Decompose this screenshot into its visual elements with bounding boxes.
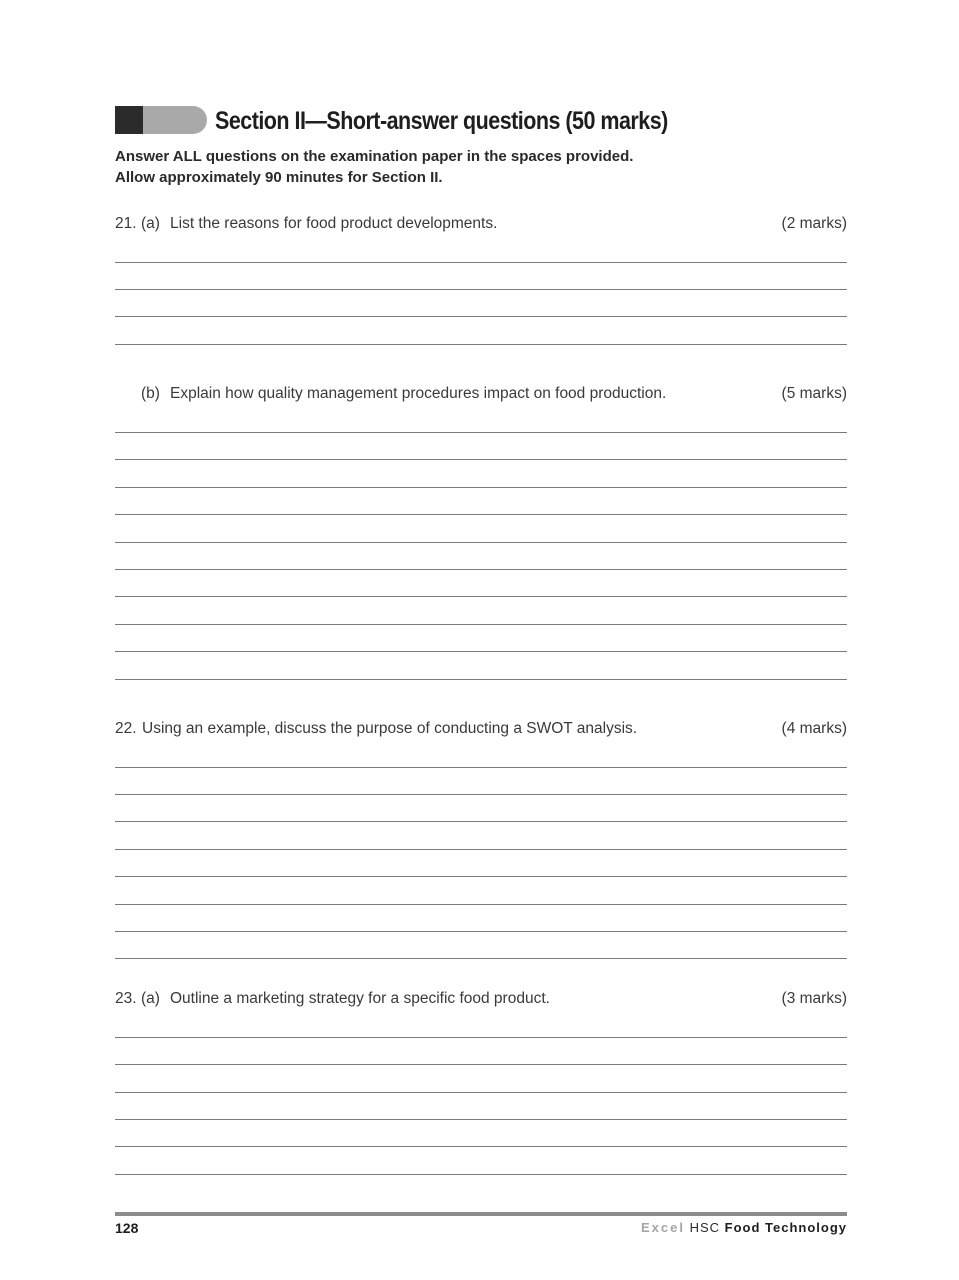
answer-line[interactable] — [115, 1119, 847, 1120]
question-number: 23. — [115, 990, 137, 1007]
instruction-line-1: Answer ALL questions on the examination paper in the spaces provided. — [115, 148, 634, 165]
question-marks: (2 marks) — [781, 215, 847, 232]
page-number: 128 — [115, 1220, 139, 1236]
question-part: (a) — [141, 990, 160, 1007]
answer-line[interactable] — [115, 459, 847, 460]
answer-line[interactable] — [115, 487, 847, 488]
answer-line[interactable] — [115, 596, 847, 597]
question-text: Using an example, discuss the purpose of conducting a SWOT analysis. — [142, 720, 638, 737]
brand-series: HSC — [689, 1220, 721, 1235]
answer-line[interactable] — [115, 794, 847, 795]
question-marks: (4 marks) — [781, 720, 847, 737]
answer-line[interactable] — [115, 624, 847, 625]
question-text: List the reasons for food product developments. — [170, 215, 498, 232]
section-title: Section II—Short-answer questions (50 marks) — [215, 107, 668, 135]
question-text: Explain how quality management procedures impact on food production. — [170, 385, 667, 402]
footer-book-title — [641, 1219, 847, 1237]
answer-line[interactable] — [115, 1092, 847, 1093]
answer-line[interactable] — [115, 958, 847, 959]
answer-line[interactable] — [115, 432, 847, 433]
question-text: Outline a marketing strategy for a specific food product. — [170, 990, 550, 1007]
answer-line[interactable] — [115, 1037, 847, 1038]
answer-line[interactable] — [115, 904, 847, 905]
answer-line[interactable] — [115, 542, 847, 543]
answer-line[interactable] — [115, 1174, 847, 1175]
question-marks: (3 marks) — [781, 990, 847, 1007]
answer-line[interactable] — [115, 849, 847, 850]
question-number: 22. — [115, 720, 137, 737]
answer-line[interactable] — [115, 767, 847, 768]
answer-line[interactable] — [115, 931, 847, 932]
section-marker-bar — [115, 106, 207, 134]
brand-logo-excel: Excel — [640, 1220, 685, 1235]
answer-line[interactable] — [115, 679, 847, 680]
instruction-line-2: Allow approximately 90 minutes for Section II. — [115, 169, 443, 186]
answer-line[interactable] — [115, 821, 847, 822]
question-marks: (5 marks) — [781, 385, 847, 402]
answer-line[interactable] — [115, 1146, 847, 1147]
answer-line[interactable] — [115, 1064, 847, 1065]
footer-rule — [115, 1212, 847, 1216]
section-marker-light-block — [143, 106, 207, 134]
answer-line[interactable] — [115, 651, 847, 652]
section-marker-dark-block — [115, 106, 143, 134]
answer-line[interactable] — [115, 262, 847, 263]
question-part: (a) — [141, 215, 160, 232]
answer-line[interactable] — [115, 316, 847, 317]
question-number: 21. — [115, 215, 137, 232]
answer-line[interactable] — [115, 344, 847, 345]
brand-subject: Food Technology — [724, 1220, 847, 1235]
answer-line[interactable] — [115, 289, 847, 290]
question-part: (b) — [141, 385, 160, 402]
answer-line[interactable] — [115, 569, 847, 570]
answer-line[interactable] — [115, 514, 847, 515]
answer-line[interactable] — [115, 876, 847, 877]
